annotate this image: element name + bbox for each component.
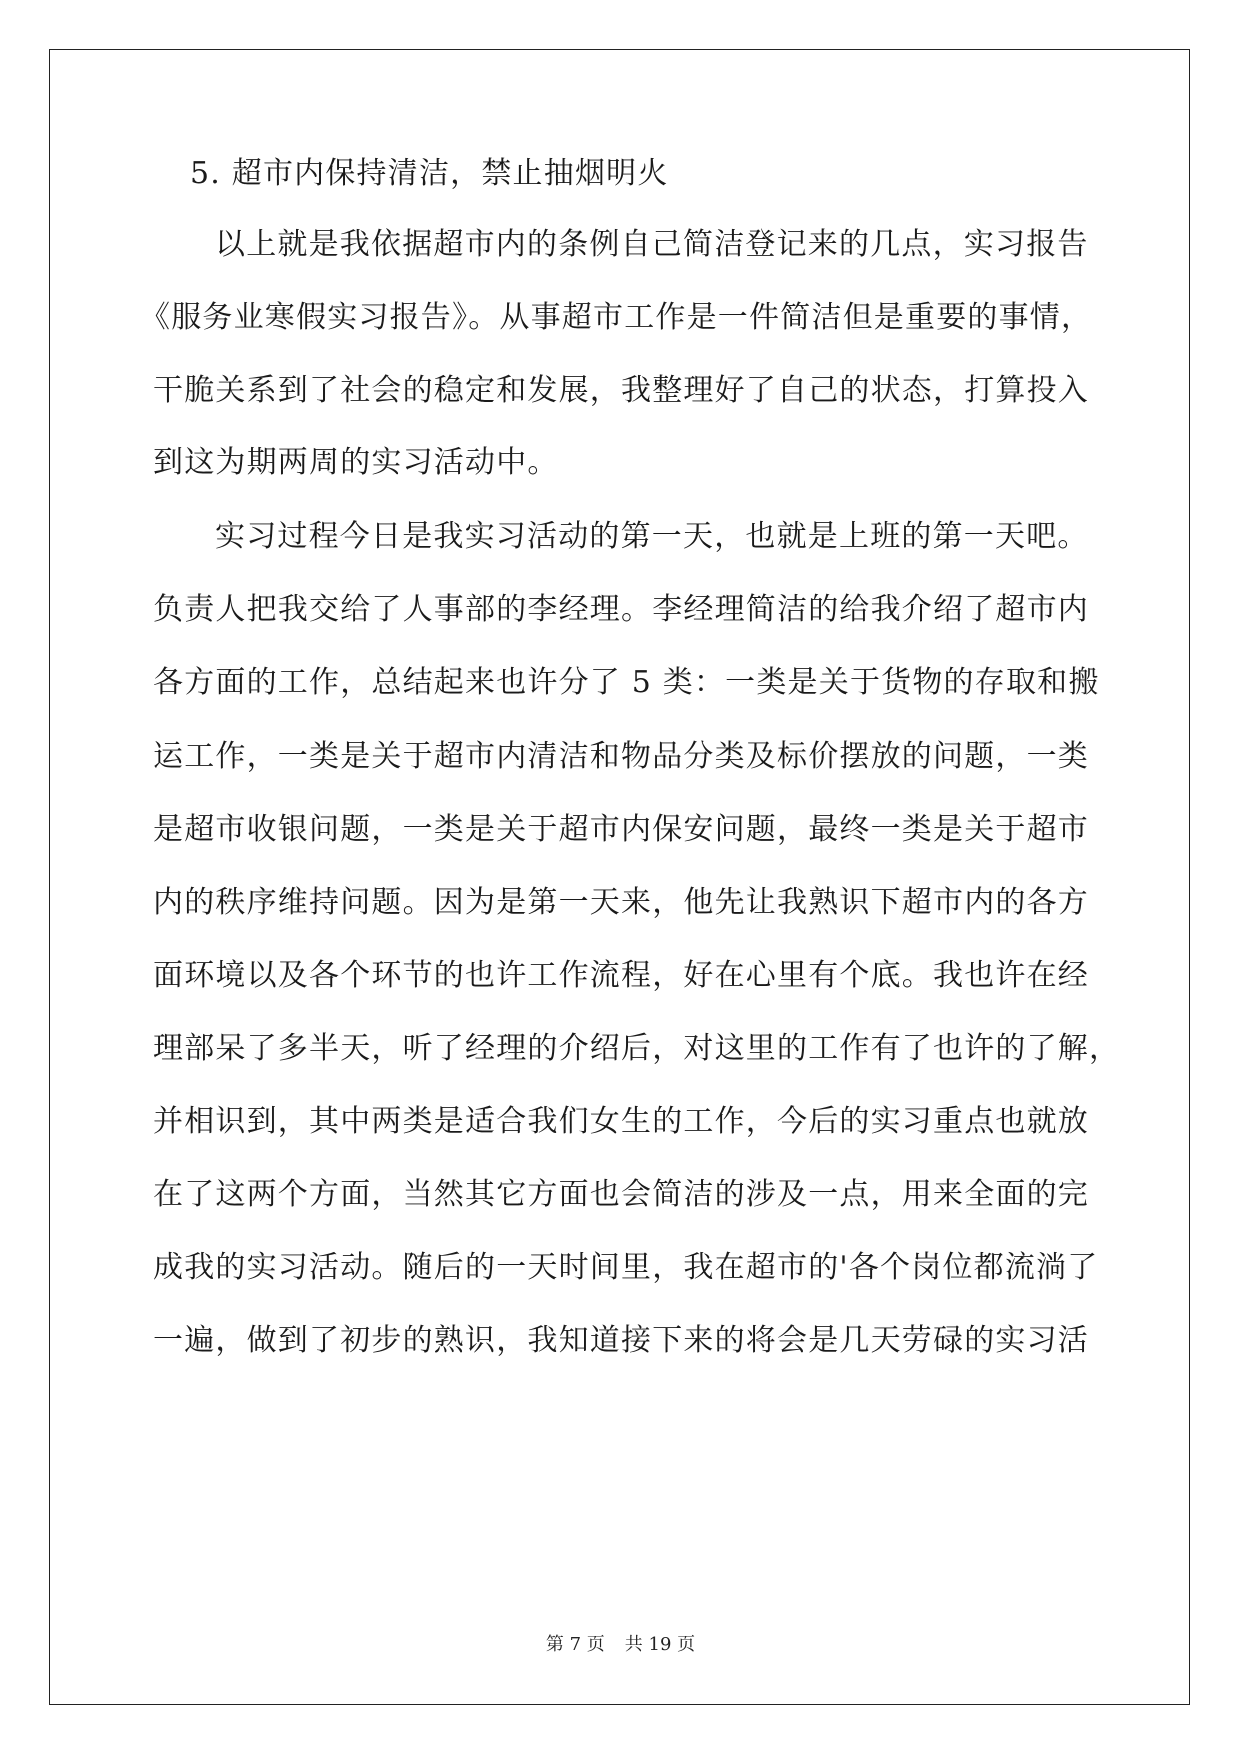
paragraph-line: 负责人把我交给了人事部的李经理。李经理简洁的给我介绍了超市内 — [153, 592, 1089, 627]
paragraph-line: 面环境以及各个环节的也许工作流程，好在心里有个底。我也许在经 — [153, 958, 1089, 993]
list-item-5: 5. 超市内保持清洁，禁止抽烟明火 — [190, 156, 669, 191]
paragraph-line: 理部呆了多半天，听了经理的介绍后，对这里的工作有了也许的了解， — [153, 1031, 1121, 1066]
paragraph-line: 运工作，一类是关于超市内清洁和物品分类及标价摆放的问题，一类 — [153, 739, 1089, 774]
paragraph-line: 以上就是我依据超市内的条例自己简洁登记来的几点，实习报告 — [215, 227, 1089, 262]
page-footer — [0, 1633, 1241, 1657]
paragraph-line: 是超市收银问题，一类是关于超市内保安问题，最终一类是关于超市 — [153, 812, 1089, 847]
paragraph-line: 到这为期两周的实习活动中。 — [153, 445, 559, 480]
paragraph-line: 成我的实习活动。随后的一天时间里，我在超市的'各个岗位都流淌了 — [153, 1250, 1099, 1285]
paragraph-line: 各方面的工作，总结起来也许分了 5 类：一类是关于货物的存取和搬 — [153, 665, 1100, 700]
paragraph-line: 实习过程今日是我实习活动的第一天，也就是上班的第一天吧。 — [215, 519, 1089, 554]
paragraph-line: 《服务业寒假实习报告》。从事超市工作是一件简洁但是重要的事情， — [140, 300, 1093, 335]
page-number: 第 7 页 — [545, 1634, 605, 1655]
paragraph-line: 内的秩序维持问题。因为是第一天来，他先让我熟识下超市内的各方 — [153, 885, 1089, 920]
paragraph-line: 干脆关系到了社会的稳定和发展，我整理好了自己的状态，打算投入 — [153, 373, 1089, 408]
paragraph-line: 一遍，做到了初步的熟识，我知道接下来的将会是几天劳碌的实习活 — [153, 1323, 1089, 1358]
total-pages: 共 19 页 — [624, 1634, 696, 1655]
paragraph-line: 在了这两个方面，当然其它方面也会简洁的涉及一点，用来全面的完 — [153, 1177, 1089, 1212]
paragraph-line: 并相识到，其中两类是适合我们女生的工作，今后的实习重点也就放 — [153, 1104, 1089, 1139]
